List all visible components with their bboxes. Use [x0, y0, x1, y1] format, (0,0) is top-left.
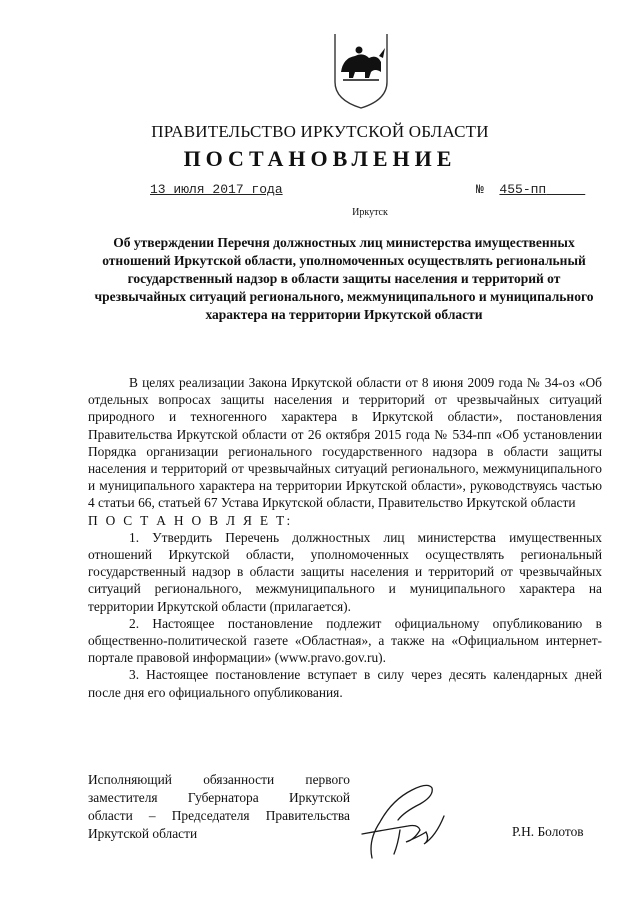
government-title: ПРАВИТЕЛЬСТВО ИРКУТСКОЙ ОБЛАСТИ [151, 122, 489, 141]
document-subject: Об утверждении Перечня должностных лиц министерства имущественных отношений Иркутской области, уполномоченных осуществлять региональный государственный надзор в области защиты населения и территорий от чрезвычайных ситуаций регионального, межмуниципального и муниципального характера на территории Иркутской области [94, 235, 594, 322]
resolution-item-3: 3. Настоящее постановление вступает в силу через десять календарных дней после дня его официального опубликования. [88, 667, 602, 700]
preamble-paragraph: В целях реализации Закона Иркутской области от 8 июня 2009 года № 34-оз «Об отдельных вопросах защиты населения и территорий от чрезвычайных ситуаций природного и техногенного характера в Иркутской области», постановления Правительства Иркутской области от 26 октября 2015 года № 534-пп «Об установлении Порядка организации регионального государственного надзора в области защиты населения и территорий от чрезвычайных ситуаций регионального, межмуниципального и муниципального характера на территории Иркутской области», руководствуясь частью 4 статьи 66, статьей 67 Устава Иркутской области, Правительство Иркутской области [88, 375, 602, 511]
number-prefix: № [476, 182, 484, 197]
handwritten-signature [340, 770, 450, 870]
signatory-position [88, 771, 350, 843]
signatory-position-line: заместителя Губернатора Иркутской [88, 790, 350, 805]
resolves-heading: П О С Т А Н О В Л Я Е Т: [88, 512, 293, 528]
signatory-name: Р.Н. Болотов [512, 824, 584, 839]
resolution-item-2: 2. Настоящее постановление подлежит официальному опубликованию в общественно-политической газете «Областная», а также на «Официальном интернет-портале правовой информации» (www.pravo.gov.ru). [88, 615, 602, 666]
date-value: 13 июля 2017 года [150, 182, 283, 197]
number-value: 455-пп [499, 182, 547, 197]
resolution-item-1: 1. Утвердить Перечень должностных лиц министерства имущественных отношений Иркутской области, уполномоченных осуществлять региональный государственный надзор в области защиты населения и территорий от чрезвычайных ситуаций регионального, межмуниципального и муниципального характера на территории Иркутской области (прилагается). [88, 529, 602, 614]
document-date [150, 182, 283, 197]
document-body [88, 374, 602, 701]
signatory-position-line: области – Председателя Правительства [88, 808, 350, 823]
signatory-position-line: Иркутской области [88, 826, 198, 841]
document-place: Иркутск [352, 207, 388, 218]
document-number [476, 182, 585, 197]
irkutsk-coat-of-arms-icon [329, 28, 393, 112]
document-type: ПОСТАНОВЛЕНИЕ [183, 146, 457, 171]
signatory-position-line: Исполняющий обязанности первого [88, 772, 350, 787]
